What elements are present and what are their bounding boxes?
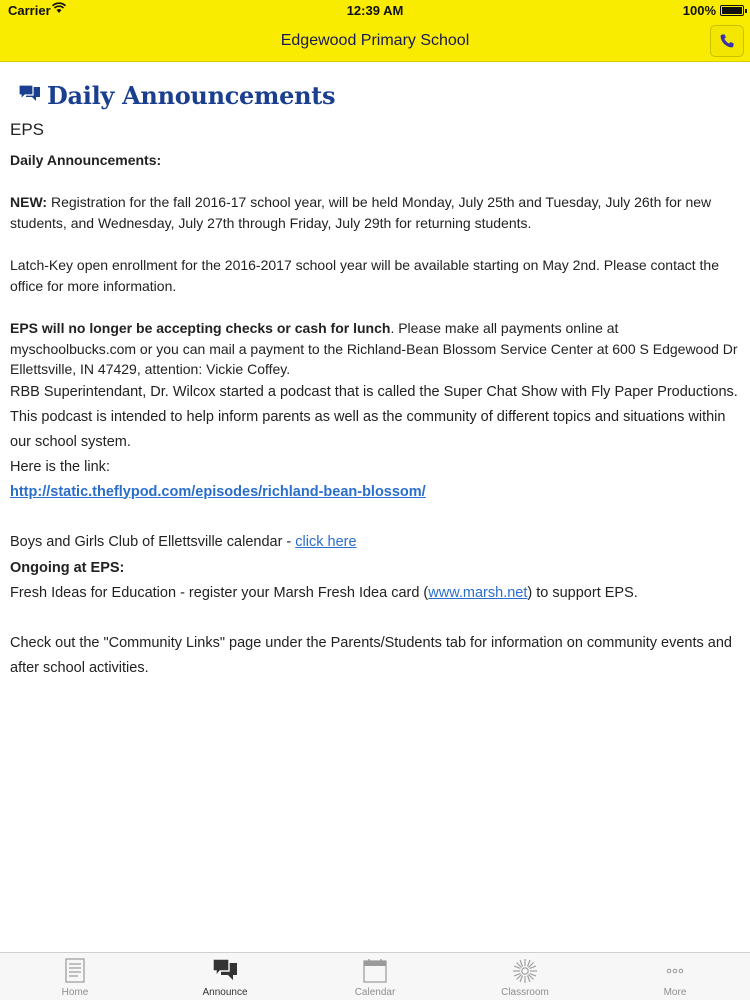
lunch-bold-text: EPS will no longer be accepting checks or cash for lunch bbox=[10, 320, 391, 336]
club-announcement bbox=[10, 530, 740, 555]
fresh-text-before: Fresh Ideas for Education - register your Marsh Fresh Idea card ( bbox=[10, 584, 429, 601]
ongoing-title: Ongoing at EPS: bbox=[10, 559, 125, 576]
phone-icon bbox=[719, 33, 735, 49]
nav-title: Edgewood Primary School bbox=[280, 32, 470, 49]
battery-percent: 100% bbox=[682, 3, 716, 18]
chat-bubbles-icon bbox=[211, 957, 239, 985]
tab-classroom[interactable] bbox=[450, 953, 600, 1000]
status-time: 12:39 AM bbox=[346, 3, 404, 18]
tab-calendar[interactable] bbox=[300, 953, 450, 1000]
carrier-label: Carrier bbox=[8, 3, 51, 18]
latchkey-announcement: Latch-Key open enrollment for the 2016-2017 school year will be available starting on May 2nd. Please contact the office for more information. bbox=[10, 257, 719, 294]
tab-home[interactable] bbox=[0, 953, 150, 1000]
podcast-link[interactable]: http://static.theflypod.com/episodes/richland-bean-blossom/ bbox=[10, 483, 426, 500]
flower-icon bbox=[511, 957, 539, 985]
tab-label: Classroom bbox=[501, 987, 549, 998]
fresh-text-after: ) to support EPS. bbox=[527, 584, 638, 601]
school-code: EPS bbox=[10, 120, 45, 139]
page-heading bbox=[18, 78, 740, 112]
podcast-link-intro: Here is the link: bbox=[10, 458, 110, 475]
club-calendar-link[interactable]: click here bbox=[295, 533, 357, 550]
ellipsis-icon bbox=[661, 957, 689, 985]
lunch-text: . Please make all payments online at myschoolbucks.com or you can mail a payment to the Richland-Bean Blossom Service Center at 600 S Edgewood Dr Ellettsville, IN 47429, attention: Vickie Coffey. bbox=[10, 320, 738, 377]
tab-label: More bbox=[663, 987, 687, 998]
announcements-content bbox=[10, 78, 740, 681]
registration-text: Registration for the fall 2016-17 school year, will be held Monday, July 25th and Tuesday, July 26th for new students, and Wednesday, July 27th through Friday, July 29th for returning students. bbox=[10, 194, 712, 231]
call-button[interactable] bbox=[710, 25, 744, 57]
tab-label: Calendar bbox=[354, 987, 396, 998]
calendar-icon bbox=[361, 957, 389, 985]
community-links-announcement: Check out the "Community Links" page under the Parents/Students tab for information on community events and after school activities. bbox=[10, 634, 732, 676]
lunch-announcement bbox=[10, 318, 740, 380]
document-icon bbox=[61, 957, 89, 985]
fresh-ideas-announcement bbox=[10, 581, 740, 606]
tab-label: Announce bbox=[202, 987, 248, 998]
top-bar bbox=[0, 0, 750, 62]
battery-icon bbox=[720, 5, 744, 16]
tab-more[interactable] bbox=[600, 953, 750, 1000]
marsh-link[interactable]: www.marsh.net bbox=[428, 584, 528, 601]
podcast-announcement: RBB Superintendant, Dr. Wilcox started a podcast that is called the Super Chat Show with Fly Paper Productions. This podcast is intended to help inform parents as well as the community of different topics and situations within our school system. bbox=[10, 383, 738, 450]
tab-announce[interactable] bbox=[150, 953, 300, 1000]
page-title: Daily Announcements bbox=[47, 80, 336, 110]
status-bar bbox=[0, 0, 750, 22]
chat-bubbles-icon bbox=[18, 84, 42, 106]
tab-label: Home bbox=[61, 987, 89, 998]
club-text: Boys and Girls Club of Ellettsville calendar - bbox=[10, 533, 296, 550]
tab-bar bbox=[0, 952, 750, 1000]
new-label: NEW: bbox=[10, 194, 48, 210]
registration-announcement bbox=[10, 192, 740, 234]
section-title: Daily Announcements: bbox=[10, 152, 162, 168]
